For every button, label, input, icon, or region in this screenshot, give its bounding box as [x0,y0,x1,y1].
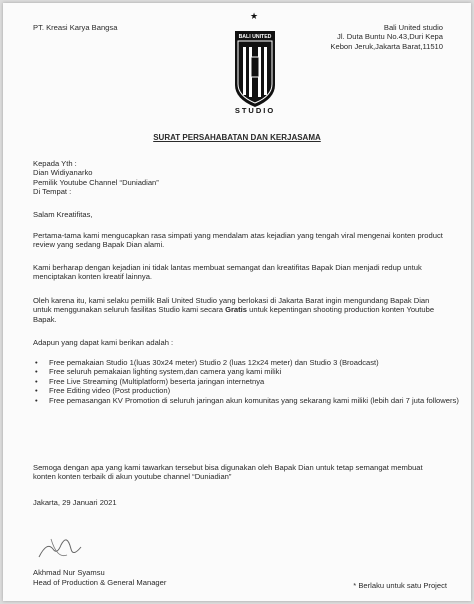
greeting: Salam Kreatifitas, [33,210,93,219]
crest-text: BALI UNITED [238,34,272,40]
benefit-list [33,358,459,405]
list-item: • Free Editing video (Post production) [49,386,459,395]
list-item: • Free seluruh pemakaian lighting system,dan camera yang kami miliki [49,367,459,376]
paragraph-5: Semoga dengan apa yang kami tawarkan tersebut bisa digunakan oleh Bapak Dian untuk tetap semangat membuat konten konten terbaik di akun youtube channel “Duniadian” [33,463,423,482]
paragraph-1: Pertama-tama kami mengucapkan rasa simpati yang mendalam atas kejadian yang tengah viral mengenai konten product review yang sedang Bapak Dian alami. [33,231,443,250]
letter-title: SURAT PERSAHABATAN DAN KERJASAMA [153,133,321,142]
address-line: Bali United studio [383,23,443,32]
signature-icon [33,519,93,569]
paragraph-2: Kami berharap dengan kejadian ini tidak lantas membuat semangat dan kreatifitas Bapak Dian menjadi redup untuk menciptakan konten kreatif lainnya. [33,263,422,282]
paragraph-3-text-end: untuk kepentingan shooting production konten Youtube Bapak. [33,305,435,324]
date-line: Jakarta, 29 Januari 2021 [33,498,117,507]
company-name: PT. Kreasi Karya Bangsa [33,23,118,32]
star-icon: ★ [250,11,259,21]
paragraph-3 [33,296,443,324]
address-line: Jl. Duta Buntu No.43,Duri Kepa [337,32,443,42]
recipient-line: Dian Widiyanarko [33,168,93,178]
list-item: • Free Live Streaming (Multiplatform) beserta jaringan internetnya [49,377,459,386]
signer-name: Akhmad Nur Syamsu [33,568,105,577]
paragraph-3-bold: Gratis [225,305,248,315]
letter-page [3,3,471,601]
recipient-line: Pemilik Youtube Channel “Duniadian” [33,177,159,187]
address-line: Kebon Jeruk,Jakarta Barat,11510 [330,41,443,51]
paragraph-4: Adapun yang dapat kami berikan adalah : [33,338,174,347]
recipient-line: Di Tempat : [33,187,72,197]
studio-logo-text: STUDIO [234,106,276,115]
list-item: • Free pemakaian Studio 1(luas 30x24 meter) Studio 2 (luas 12x24 meter) dan Studio 3 (Broadcast) [49,358,459,367]
footnote: * Berlaku untuk satu Project [353,581,447,590]
paragraph-3-text: Oleh karena itu, kami selaku pemilik Bali United Studio yang berlokasi di Jakarta Barat ingin mengundang Bapak Dian untuk menggunakan seluruh fasilitas Studio kami secara [33,296,430,315]
list-item: • Free pemasangan KV Promotion di seluruh jaringan akun komunitas yang sekarang kami miliki (lebih dari 7 juta followers) [49,396,459,405]
studio-address [330,23,443,51]
recipient-block [33,159,159,197]
signer-position: Head of Production & General Manager [33,578,167,587]
recipient-line: Kepada Yth : [33,159,77,168]
